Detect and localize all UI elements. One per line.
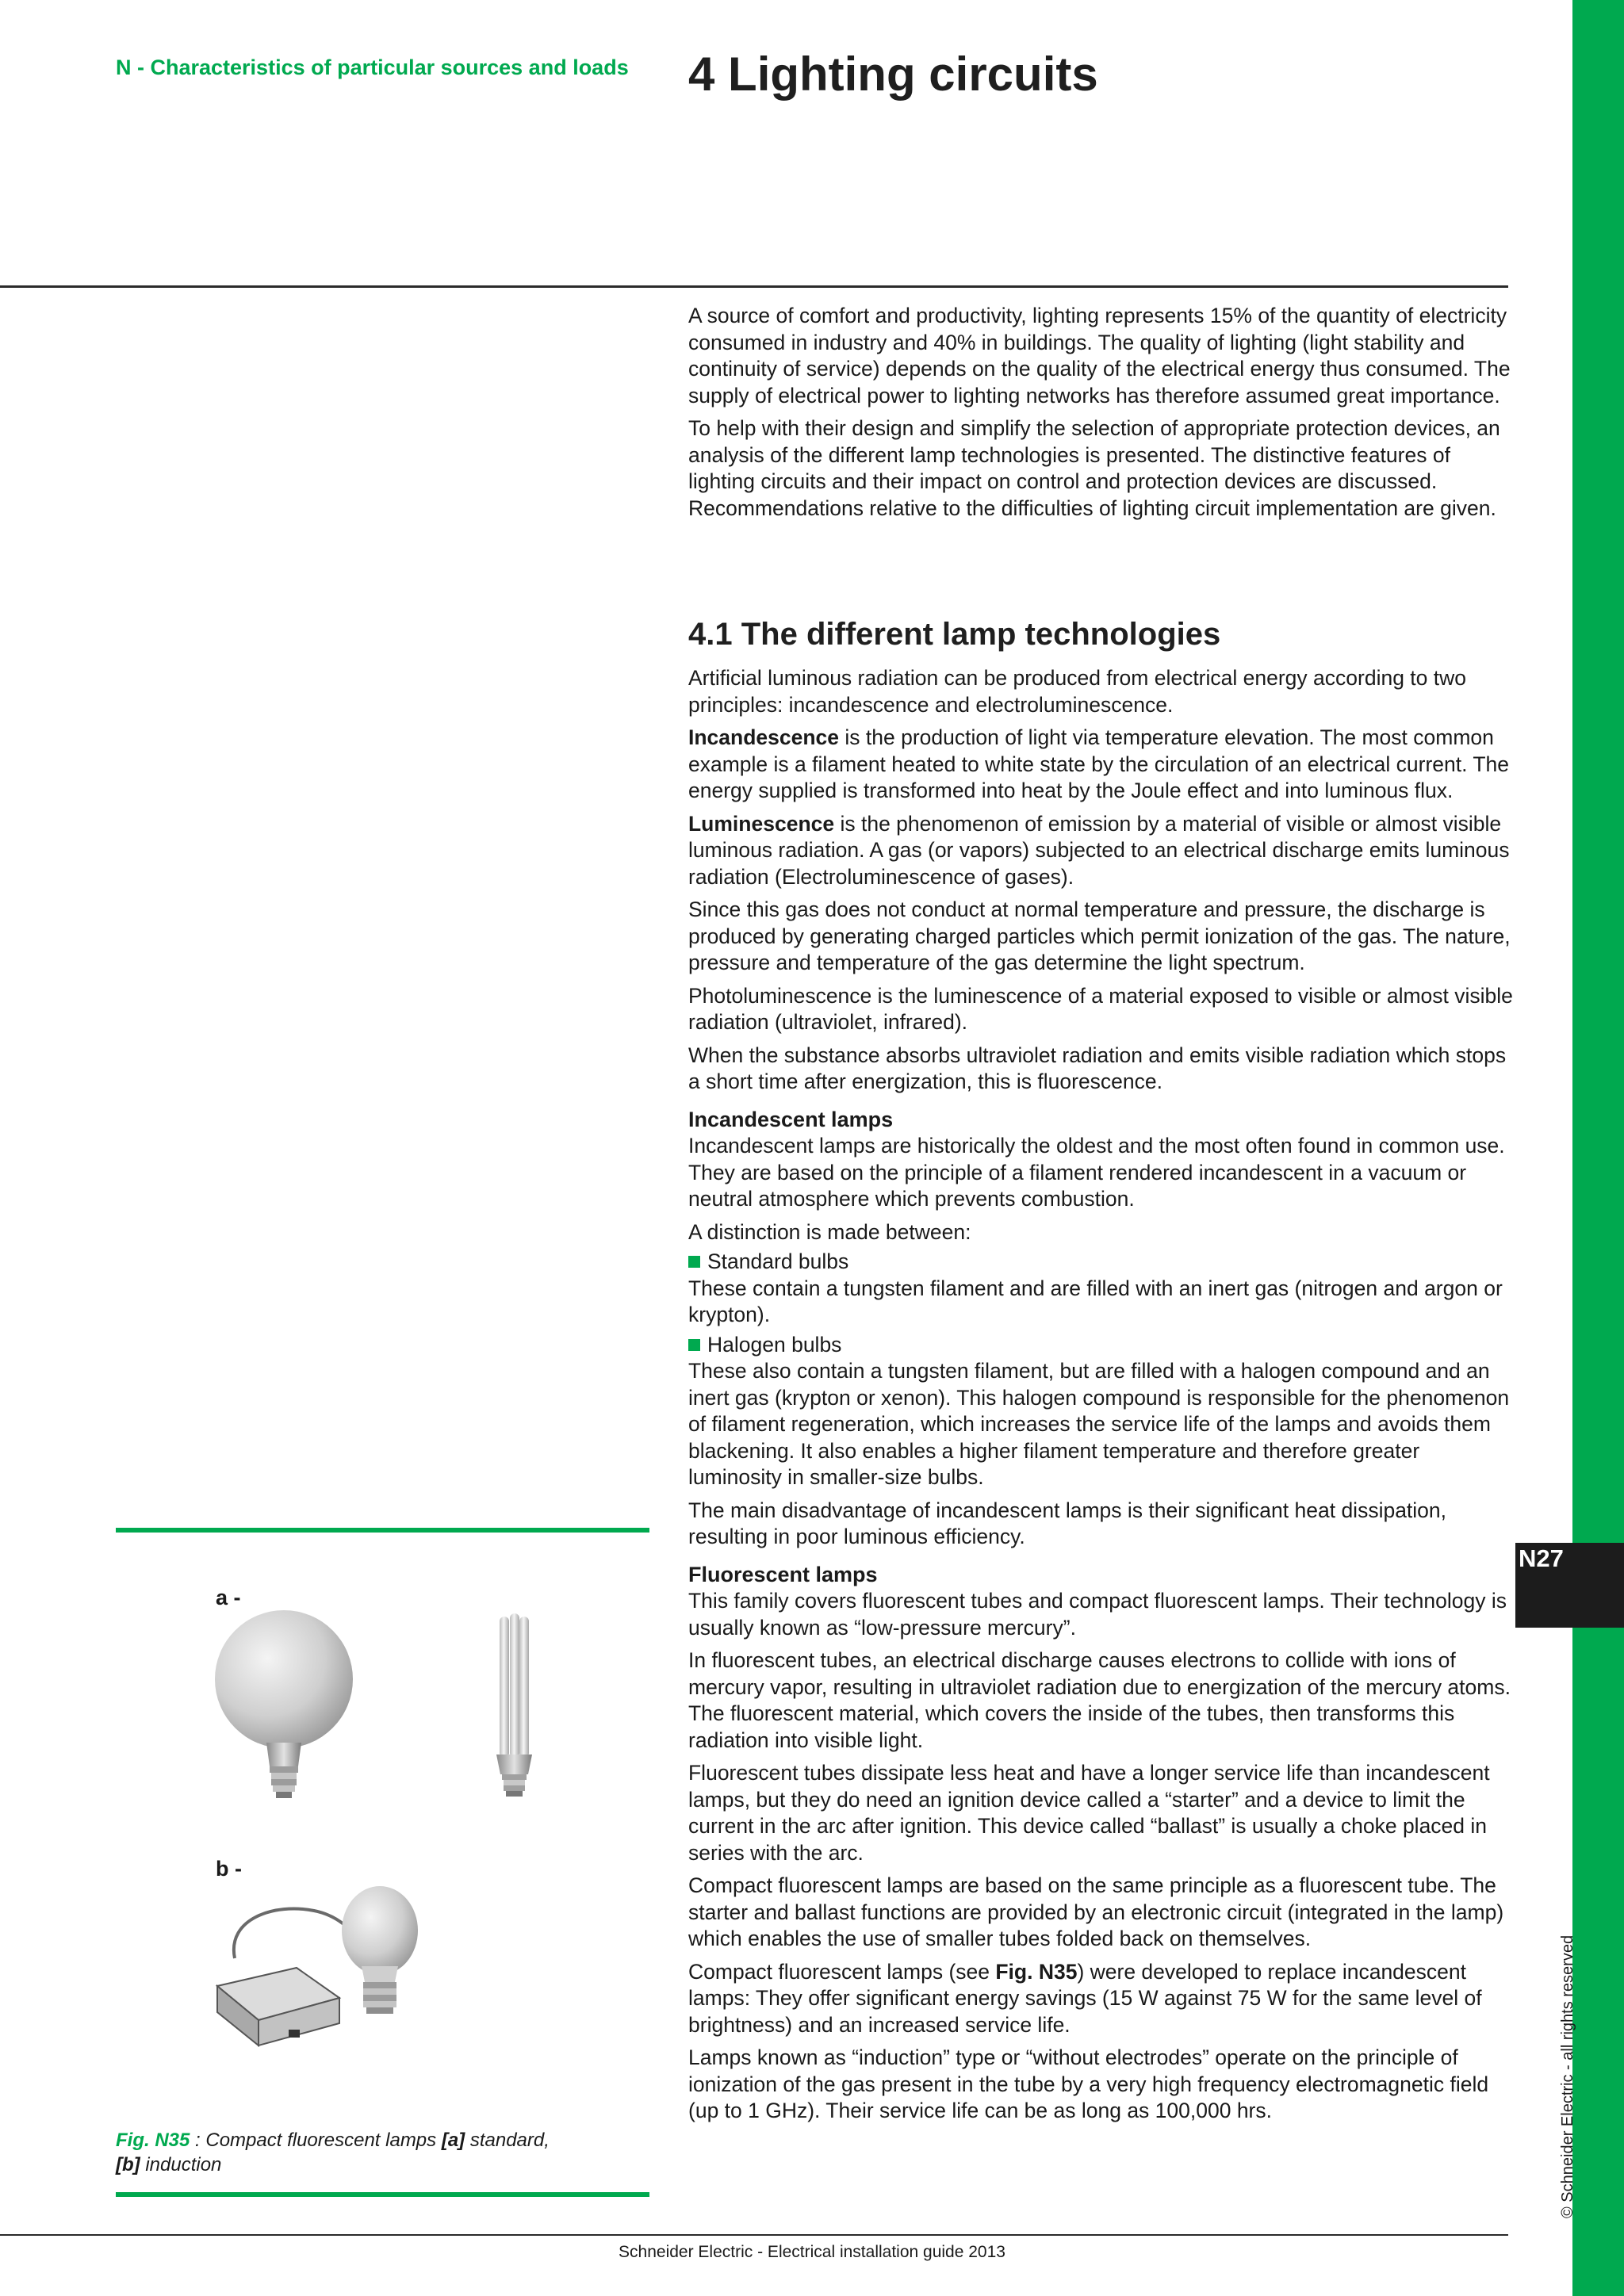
figure-label-a: a - xyxy=(216,1586,241,1609)
caption-text: standard, xyxy=(465,2130,550,2151)
intro-block xyxy=(688,303,1517,528)
paragraph: These also contain a tungsten filament, but are filled with a halogen compound and an inert gas (krypton or xenon). This halogen compound is responsible for the phenomenon of filament regeneration, which increases the service life of the lamps and avoids them blackening. It also enables a higher filament temperature and therefore greater luminosity in smaller-size bulbs. xyxy=(688,1359,1510,1489)
paragraph: Photoluminescence is the luminescence of a material exposed to visible or almost visible radiation (ultraviolet, infrared). xyxy=(688,983,1513,1034)
caption-bold: [b] xyxy=(116,2154,140,2175)
footer-text: Schneider Electric - Electrical installation guide 2013 xyxy=(619,2243,1005,2261)
figure-reference-link[interactable]: Fig. N35 xyxy=(995,1959,1078,1984)
bullet-label: Standard bulbs xyxy=(707,1249,849,1273)
bullet-label: Halogen bulbs xyxy=(707,1332,842,1357)
caption-text: : Compact fluorescent lamps xyxy=(190,2130,442,2151)
footer-divider xyxy=(0,2234,1508,2236)
standard-compact-lamps-illustration xyxy=(116,1533,649,1866)
text-run: Compact fluorescent lamps (see xyxy=(688,1959,996,1984)
caption-bold: [a] xyxy=(441,2130,465,2151)
page-number: N27 xyxy=(1519,1544,1564,1572)
paragraph: This family covers fluorescent tubes and compact fluorescent lamps. Their technology is usually known as “low-pressure mercury”. xyxy=(688,1589,1507,1640)
paragraph-luminescence xyxy=(688,811,1517,891)
term: Incandescence xyxy=(688,725,840,749)
side-color-bar xyxy=(1572,0,1624,2296)
copyright-notice: © Schneider Electric - all rights reserved xyxy=(1559,1934,1576,2218)
section-heading: 4.1 The different lamp technologies xyxy=(688,617,1221,652)
intro-paragraph: A source of comfort and productivity, lighting represents 15% of the quantity of electricity consumed in industry and 40% in buildings. The quality of lighting (light stability and continuity of service) depends on the quality of the electrical energy thus consumed. The supply of electrical power to lighting networks has therefore assumed great importance. xyxy=(688,304,1511,408)
paragraph: The main disadvantage of incandescent lamps is their significant heat dissipation, resulting in poor luminous efficiency. xyxy=(688,1498,1447,1548)
subheading-incandescent: Incandescent lamps xyxy=(688,1107,894,1131)
term-definition: is the phenomenon of emission by a material of visible or almost visible luminous radiation. A gas (or vapors) subjected to an electrical discharge emits luminous radiation (Electroluminescence of gases). xyxy=(688,811,1510,889)
figure-bottom-rule xyxy=(116,2192,649,2197)
header-divider xyxy=(0,285,1508,288)
paragraph-incandescence xyxy=(688,725,1517,805)
section-label: N - Characteristics of particular sources and loads xyxy=(116,55,629,79)
term-definition: is the production of light via temperature elevation. The most common example is a filament heated to white state by the circulation of an electrical current. The energy supplied is transformed into heat by the Joule effect and into luminous flux. xyxy=(688,725,1510,802)
paragraph: When the substance absorbs ultraviolet radiation and emits visible radiation which stops a short time after energization, this is fluorescence. xyxy=(688,1043,1507,1093)
paragraph: In fluorescent tubes, an electrical discharge causes electrons to collide with ions of mercury vapor, resulting in ultraviolet radiation due to energization of the mercury atoms. The fluorescent material, which covers the inside of the tubes, then transforms this radiation into visible light. xyxy=(688,1648,1511,1752)
paragraph: Since this gas does not conduct at normal temperature and pressure, the discharge is produced by generating charged particles which permit ionization of the gas. The nature, pressure and temperature of the gas determine the light spectrum. xyxy=(688,897,1511,974)
paragraph: Incandescent lamps are historically the oldest and the most often found in common use. xyxy=(688,1134,1505,1158)
caption-text: induction xyxy=(140,2154,222,2175)
paragraph: A distinction is made between: xyxy=(688,1219,971,1244)
bullet-square-icon xyxy=(688,1256,700,1268)
induction-lamp-icon xyxy=(217,1886,418,2045)
paragraph: They are based on the principle of a filament rendered incandescent in a vacuum or neutral atmosphere which prevents combustion. xyxy=(688,1160,1467,1211)
bullet-item xyxy=(688,1332,1517,1359)
bullet-square-icon xyxy=(688,1339,700,1351)
paragraph: Compact fluorescent lamps are based on the same principle as a fluorescent tube. The starter and ballast functions are provided by an electronic circuit (integrated in the lamp) which enables the use of smaller tubes folded back on themselves. xyxy=(688,1873,1504,1950)
bullet-item xyxy=(688,1249,1517,1276)
paragraph: Lamps known as “induction” type or “without electrodes” operate on the principle of ionization of the gas present in the tube by a very high frequency electromagnetic field (up to 1 GHz). Their service life can be as long as 100,000 hrs. xyxy=(688,2045,1489,2122)
induction-lamp-illustration xyxy=(116,1879,649,2101)
paragraph-figure-ref xyxy=(688,1959,1517,2039)
term: Luminescence xyxy=(688,811,835,836)
stick-cfl-icon xyxy=(496,1613,532,1797)
figure-caption-ref: Fig. N35 xyxy=(116,2130,190,2151)
section-4-1 xyxy=(688,615,1517,2131)
intro-paragraph: To help with their design and simplify the selection of appropriate protection devices, an analysis of the different lamp technologies is presented. The distinctive features of lighting circuits and their impact on control and protection devices are discussed. Recommendations relative to the difficulties of lighting circuit implementation are given. xyxy=(688,416,1500,520)
globe-lamp-icon xyxy=(215,1610,353,1798)
figure-label-b: b - xyxy=(216,1857,242,1881)
figure-caption xyxy=(116,2128,592,2177)
footer xyxy=(0,2243,1624,2262)
paragraph: Fluorescent tubes dissipate less heat and have a longer service life than incandescent lamps, but they do need an ignition device called a “starter” and a device to limit the current in the arc after ignition. This device called “ballast” is usually a choke placed in series with the arc. xyxy=(688,1761,1490,1865)
chapter-title: 4 Lighting circuits xyxy=(688,48,1098,101)
paragraph: Artificial luminous radiation can be produced from electrical energy according to two principles: incandescence and electroluminescence. xyxy=(688,666,1466,717)
paragraph: These contain a tungsten filament and are filled with an inert gas (nitrogen and argon or krypton). xyxy=(688,1276,1503,1326)
text-run: ) were developed to replace incandescent lamps: They offer significant energy savings (15 W against 75 W for the same level of brightness) and an increased service life. xyxy=(688,1959,1482,2037)
subheading-fluorescent: Fluorescent lamps xyxy=(688,1562,878,1586)
